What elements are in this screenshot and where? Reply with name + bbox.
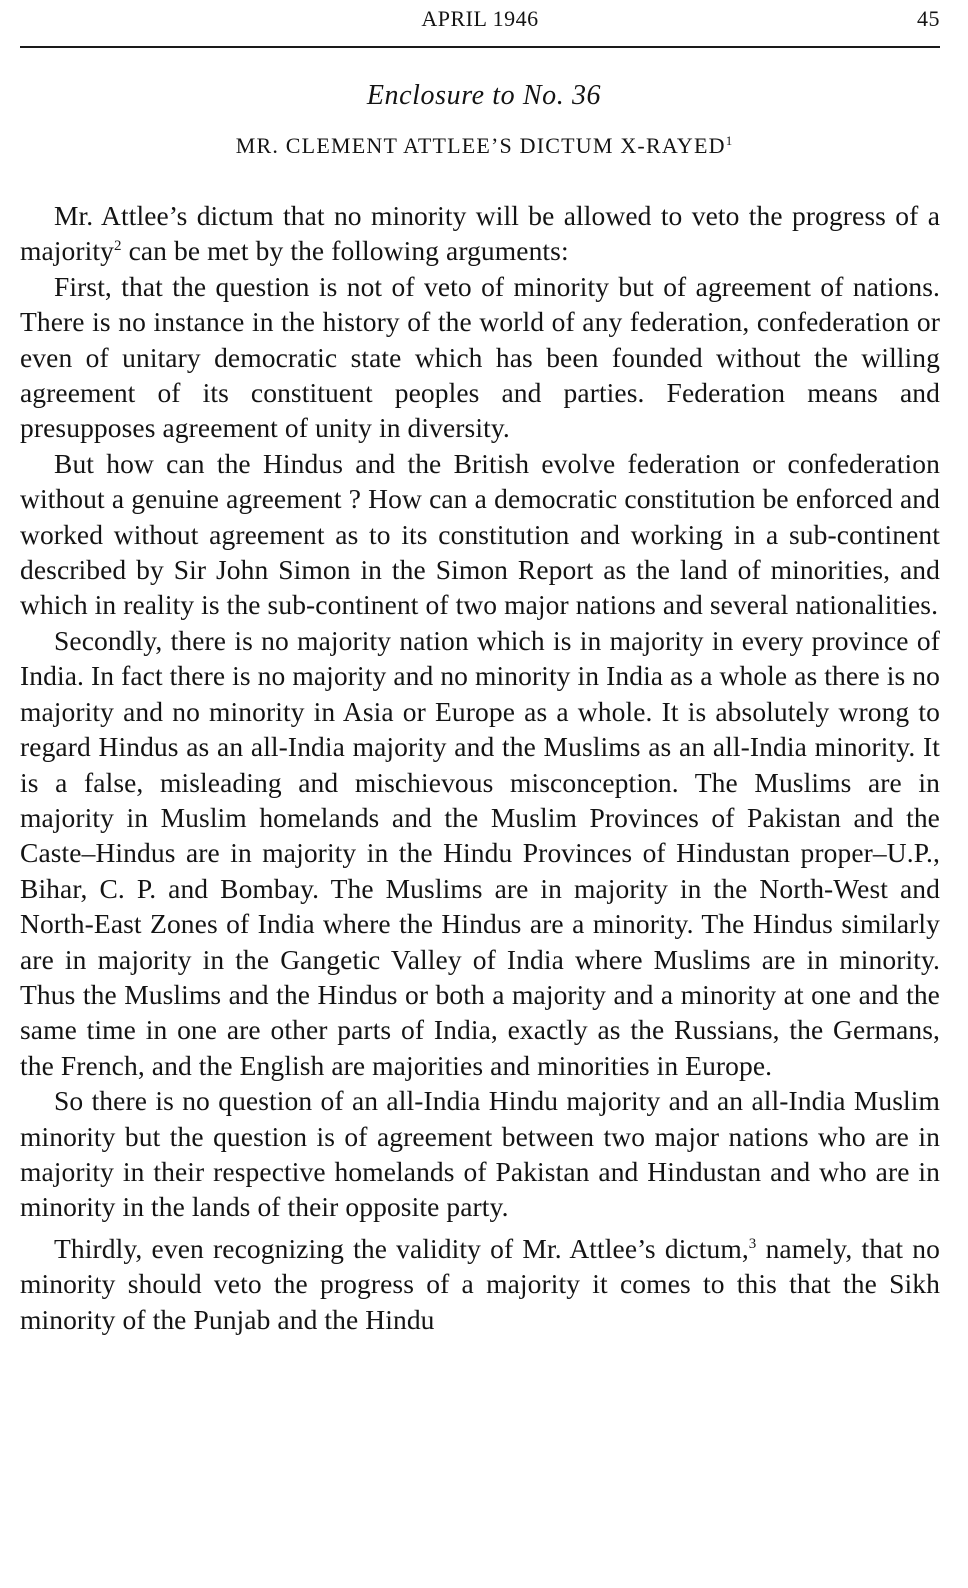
footnote-marker: 3 (748, 1235, 757, 1252)
paragraph-text: But how can the Hindus and the British evolve federation or confederation without a genuine agreement ? How can a democratic constitution be enforced and worked without agreement as to its constitution and working in a sub-continent described by Sir John Simon in the Simon Report as the land of minorities, and which in reality is the sub-continent of two major nations and several nationalities. (20, 447, 940, 621)
paragraph-text: Mr. Attlee’s dictum that no minority will be allowed to veto the progress of a majority (20, 200, 940, 267)
paragraph-text: Secondly, there is no majority nation which is in majority in every province of India. In fact there is no majority and no minority in India as a whole as there is no majority and no minority in Asia or Europe as a whole. It is absolutely wrong to regard Hindus as an all-India majority and the Muslims as an all-India minority. It is a false, misleading and mischievous misconception. The Muslims are in majority in Muslim homelands and the Muslim Provinces of Pakistan and the Caste–Hindus are in majority in the Hindu Provinces of Hindustan proper–U.P., Bihar, C. P. and Bombay. The Muslims are in majority in the North-West and North-East Zones of India where the Hindus are a minority. The Hindus similarly are in majority in the Gangetic Valley of India where Muslims are in minority. Thus the Muslims and the Hindus or both a majority and a minority at one and the same time in one are other parts of India, exactly as the Russians, the Germans, the French, and the English are majorities and minorities in Europe. (20, 624, 940, 1081)
footnote-marker: 2 (113, 238, 122, 255)
body-text (20, 198, 940, 1337)
header-rule (20, 46, 940, 48)
article-title-text: MR. CLEMENT ATTLEE’S DICTUM X-RAYED (235, 133, 726, 158)
paragraph (20, 1083, 940, 1225)
paragraph (20, 198, 940, 269)
paragraph-text: So there is no question of an all-India Hindu majority and an all-India Muslim minority but the question is of agreement between two major nations who are in majority in their respective homelands of Pakistan and Hindustan and who are in minority in the lands of their opposite party. (20, 1085, 940, 1223)
paragraph-text: Thirdly, even recognizing the validity of Mr. Attlee’s dictum, (54, 1232, 749, 1264)
paragraph (20, 1231, 940, 1337)
paragraph-text: namely, that no minority should veto the progress of a majority it comes to this that the Sikh minority of the Punjab and the Hindu (20, 1232, 940, 1335)
paragraph (20, 623, 940, 1083)
enclosure-heading: Enclosure to No. 36 (366, 80, 602, 111)
article-title (0, 133, 968, 159)
running-title: APRIL 1946 (421, 6, 539, 31)
paragraph (20, 269, 940, 446)
page-header (20, 6, 940, 40)
title-footnote-marker: 1 (725, 133, 733, 148)
paragraph (20, 446, 940, 623)
paragraph-text: First, that the question is not of veto of minority but of agreement of nations. There is no instance in the history of the world of any federation, confederation or even of unitary democratic state which has been founded without the willing agreement of its constituent peoples and parties. Federation means and presupposes agreement of unity in diversity. (20, 270, 940, 444)
paragraph-text: can be met by the following arguments: (121, 235, 569, 267)
page-number: 45 (917, 6, 940, 31)
